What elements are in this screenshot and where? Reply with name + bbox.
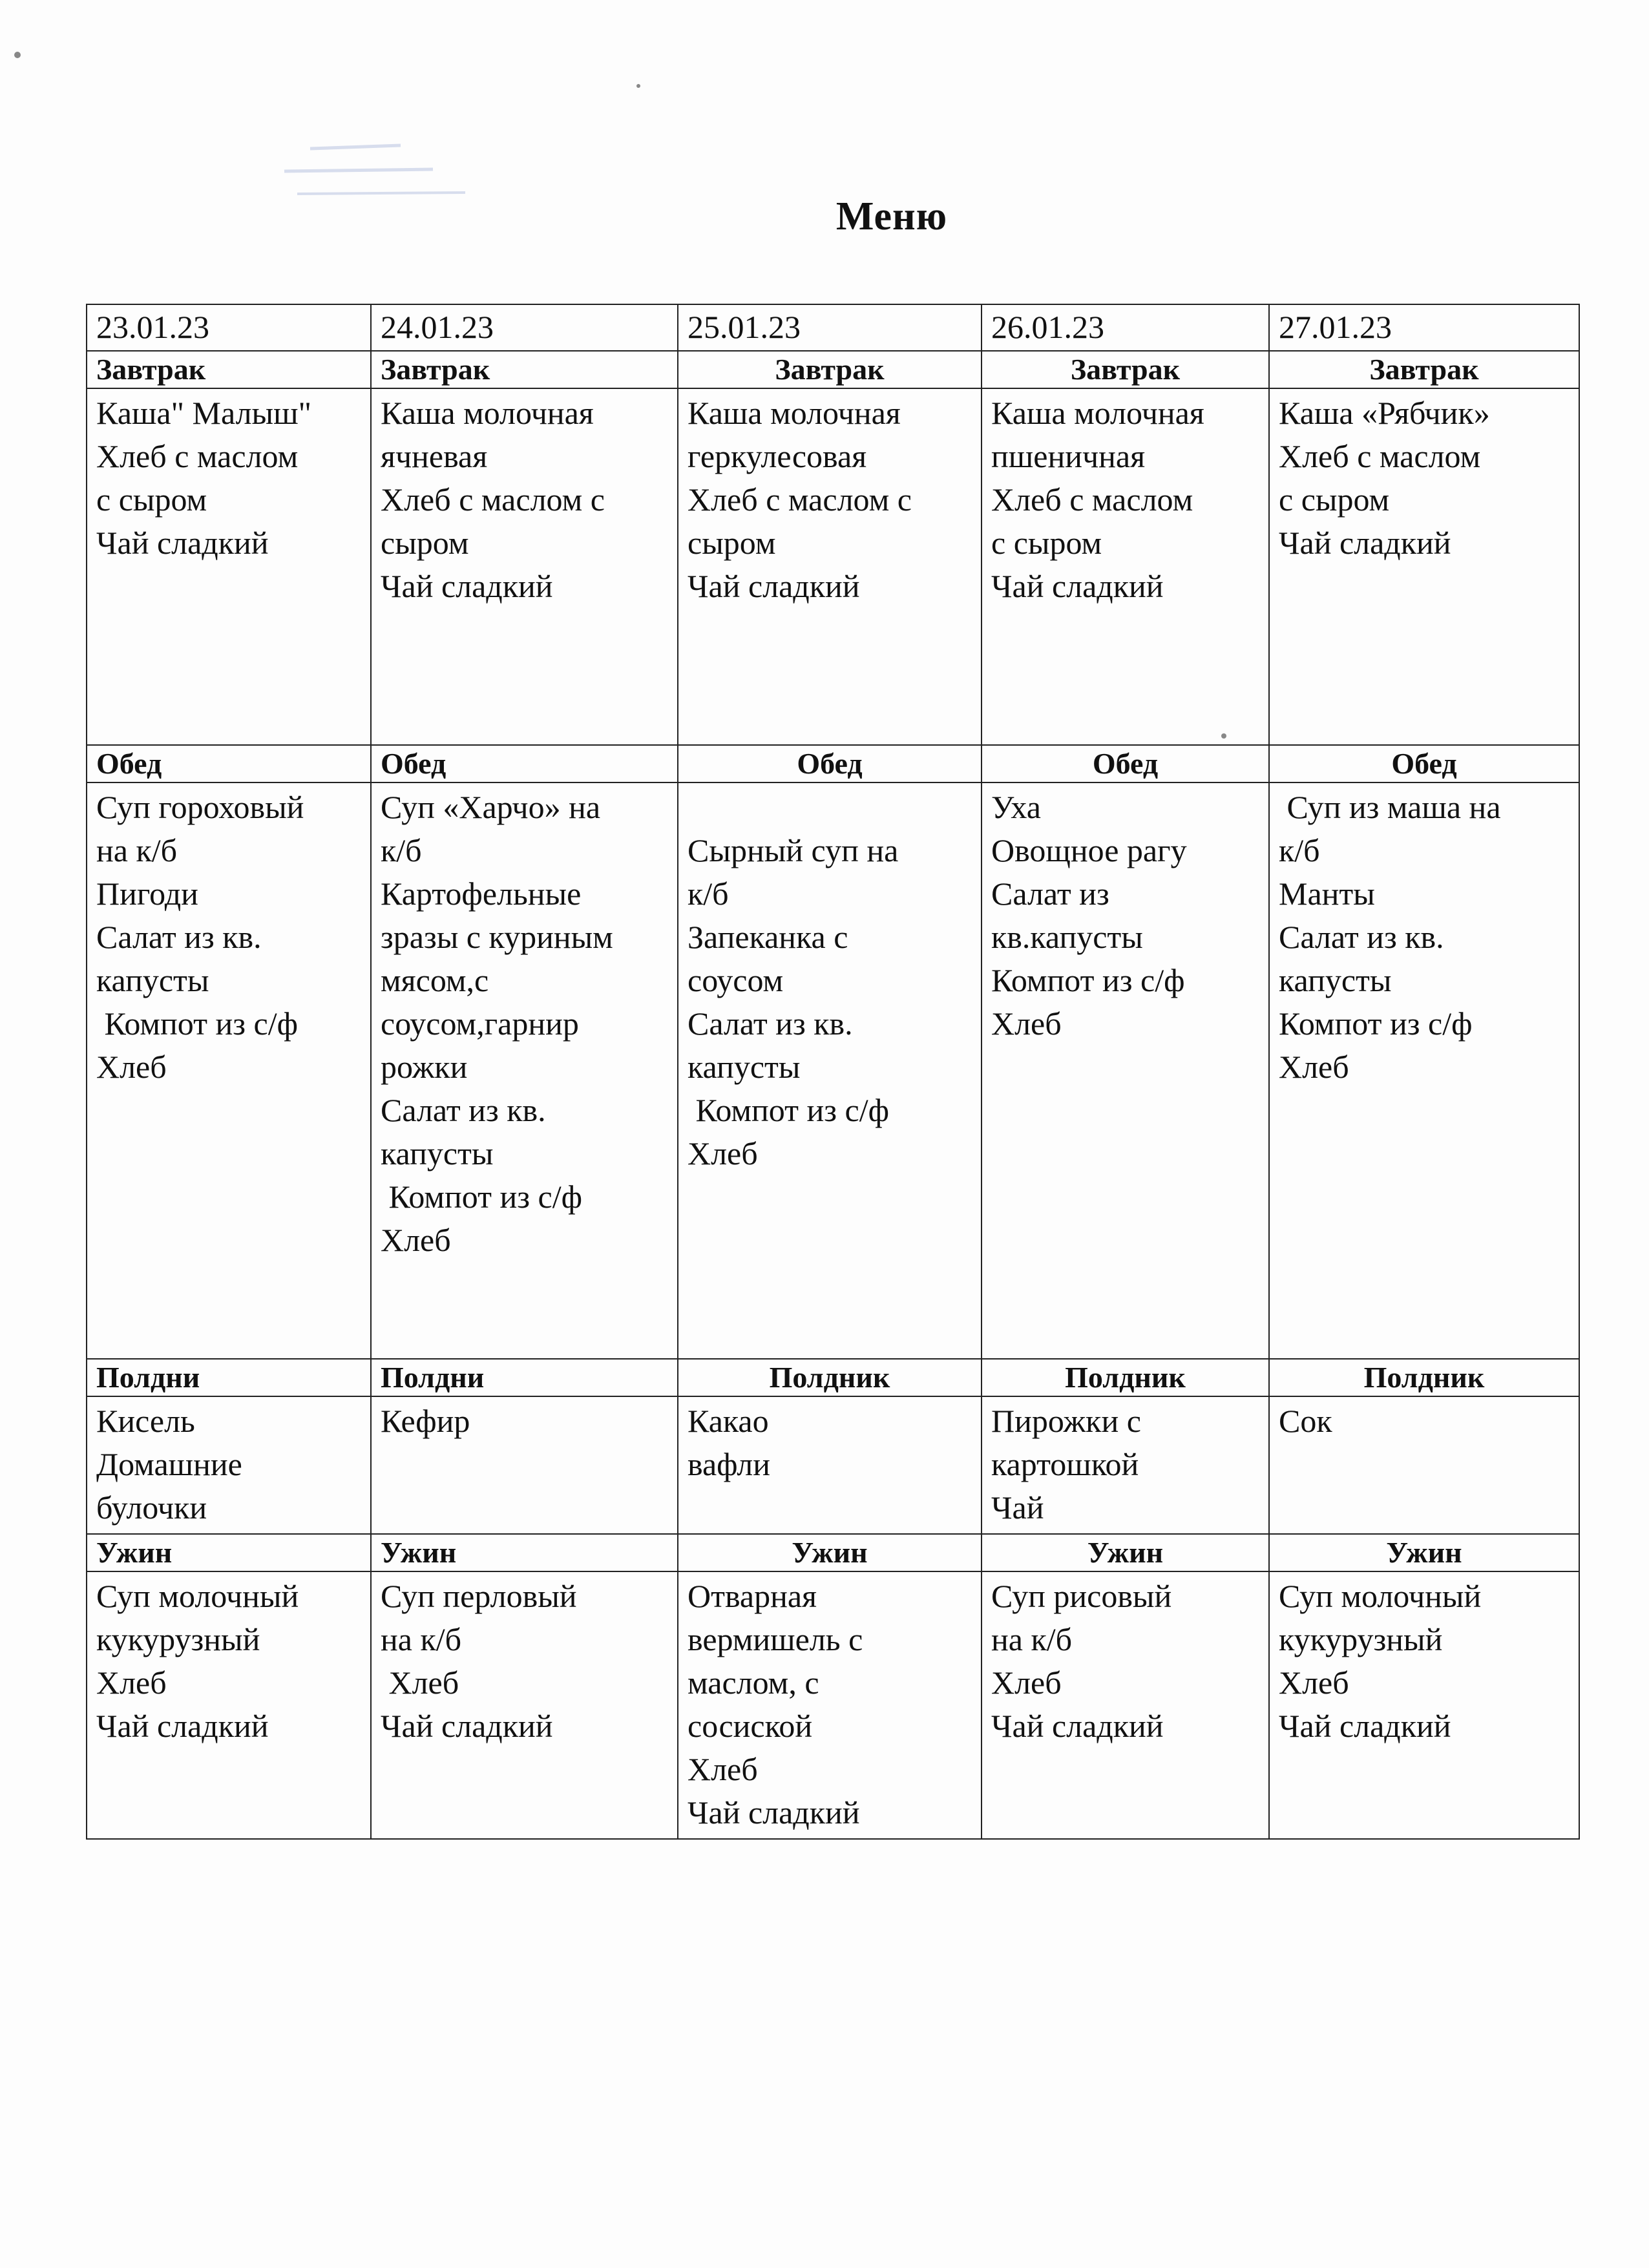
menu-item: Чай сладкий — [688, 1794, 860, 1831]
scan-speck — [636, 84, 640, 88]
date-cell: 27.01.23 — [1269, 304, 1579, 351]
date-cell: 25.01.23 — [678, 304, 982, 351]
meal-label: Завтрак — [1269, 351, 1579, 388]
menu-item: Овощное рагу — [991, 832, 1187, 868]
menu-item: Кисель — [96, 1403, 195, 1439]
menu-cell — [678, 1396, 982, 1534]
meal-label: Полдни — [371, 1359, 678, 1396]
menu-item: Салат из кв. — [1279, 919, 1444, 955]
menu-item: капусты — [381, 1135, 494, 1171]
meal-label: Ужин — [87, 1534, 371, 1571]
scan-speck — [14, 52, 21, 58]
menu-item: Хлеб с маслом — [1279, 438, 1481, 474]
menu-item: Картофельные — [381, 876, 582, 912]
meal-label: Обед — [87, 745, 371, 782]
menu-item: ячневая — [381, 438, 488, 474]
menu-item: Чай — [991, 1489, 1044, 1526]
menu-item: капусты — [96, 962, 209, 998]
menu-item: Чай сладкий — [96, 1708, 269, 1744]
menu-cell — [982, 388, 1269, 745]
menu-item: кв.капусты — [991, 919, 1143, 955]
menu-item: к/б — [381, 832, 422, 868]
menu-item: Суп рисовый — [991, 1578, 1172, 1614]
menu-item: капусты — [1279, 962, 1392, 998]
menu-item: Компот из с/ф — [96, 1005, 298, 1042]
menu-item: на к/б — [991, 1621, 1073, 1657]
menu-item: Хлеб — [991, 1005, 1062, 1042]
date-row — [87, 304, 1579, 351]
menu-item: Чай сладкий — [991, 1708, 1164, 1744]
menu-table — [86, 304, 1580, 1840]
meal-label: Обед — [982, 745, 1269, 782]
meal-label: Обед — [371, 745, 678, 782]
meal-label: Обед — [678, 745, 982, 782]
meal-label: Завтрак — [678, 351, 982, 388]
menu-item: Запеканка с — [688, 919, 848, 955]
menu-item: Чай сладкий — [381, 568, 553, 604]
menu-item: Хлеб с маслом — [991, 481, 1193, 518]
menu-item: Каша «Рябчик» — [1279, 395, 1490, 431]
menu-cell — [1269, 1571, 1579, 1839]
meal-label: Полдник — [678, 1359, 982, 1396]
menu-cell — [87, 782, 371, 1359]
menu-item: Хлеб — [96, 1049, 167, 1085]
dinner-items-row — [87, 1571, 1579, 1839]
menu-item: с сыром — [991, 525, 1102, 561]
date-cell: 26.01.23 — [982, 304, 1269, 351]
meal-label: Завтрак — [982, 351, 1269, 388]
meal-label: Ужин — [982, 1534, 1269, 1571]
menu-item: с сыром — [96, 481, 207, 518]
menu-item: Домашние — [96, 1446, 242, 1482]
menu-item: Суп молочный — [1279, 1578, 1482, 1614]
menu-item: Хлеб — [688, 1751, 758, 1787]
menu-item: Салат из кв. — [381, 1092, 546, 1128]
menu-item: Чай сладкий — [381, 1708, 553, 1744]
menu-item: Суп «Харчо» на — [381, 789, 601, 825]
menu-item: Компот из с/ф — [1279, 1005, 1473, 1042]
menu-item: Какао — [688, 1403, 769, 1439]
snack-items-row — [87, 1396, 1579, 1534]
menu-cell — [87, 388, 371, 745]
breakfast-label-row — [87, 351, 1579, 388]
menu-item: Суп гороховый — [96, 789, 304, 825]
menu-cell — [678, 782, 982, 1359]
meal-label: Ужин — [678, 1534, 982, 1571]
menu-item: Хлеб — [991, 1664, 1062, 1701]
menu-item: Хлеб — [96, 1664, 167, 1701]
menu-item: кукурузный — [1279, 1621, 1443, 1657]
meal-label: Завтрак — [87, 351, 371, 388]
menu-item: Хлеб — [381, 1664, 459, 1701]
meal-label: Полдник — [982, 1359, 1269, 1396]
menu-item: Суп молочный — [96, 1578, 299, 1614]
menu-item: Манты — [1279, 876, 1375, 912]
menu-item: Чай сладкий — [1279, 1708, 1451, 1744]
dinner-label-row — [87, 1534, 1579, 1571]
menu-cell — [1269, 1396, 1579, 1534]
meal-label: Завтрак — [371, 351, 678, 388]
menu-item: Сок — [1279, 1403, 1332, 1439]
menu-item: Салат из — [991, 876, 1109, 912]
lunch-items-row — [87, 782, 1579, 1359]
menu-cell — [87, 1571, 371, 1839]
menu-item: сыром — [688, 525, 776, 561]
menu-item: геркулесовая — [688, 438, 867, 474]
menu-item: вафли — [688, 1446, 771, 1482]
menu-item: Суп перловый — [381, 1578, 577, 1614]
menu-cell — [982, 782, 1269, 1359]
menu-item: рожки — [381, 1049, 468, 1085]
meal-label: Полдни — [87, 1359, 371, 1396]
menu-item: зразы с куриным — [381, 919, 613, 955]
menu-item: Компот из с/ф — [381, 1179, 582, 1215]
menu-item: Уха — [991, 789, 1041, 825]
menu-cell — [371, 782, 678, 1359]
menu-item: капусты — [688, 1049, 801, 1085]
menu-item: Суп из маша на — [1279, 789, 1501, 825]
menu-item: Салат из кв. — [688, 1005, 853, 1042]
menu-item: мясом,с — [381, 962, 489, 998]
menu-item: Каша молочная — [381, 395, 594, 431]
menu-item: Хлеб — [688, 1135, 758, 1171]
snack-label-row — [87, 1359, 1579, 1396]
menu-item: Хлеб — [1279, 1049, 1349, 1085]
menu-item: булочки — [96, 1489, 207, 1526]
menu-item: Пигоди — [96, 876, 198, 912]
menu-item: Хлеб — [1279, 1664, 1349, 1701]
menu-item: к/б — [1279, 832, 1320, 868]
menu-item: Чай сладкий — [96, 525, 269, 561]
menu-cell — [371, 1396, 678, 1534]
lunch-label-row — [87, 745, 1579, 782]
menu-item: Сырный суп на — [688, 832, 899, 868]
menu-cell — [1269, 782, 1579, 1359]
menu-item: с сыром — [1279, 481, 1390, 518]
menu-item: Каша" Малыш" — [96, 395, 312, 431]
meal-label: Ужин — [1269, 1534, 1579, 1571]
meal-label: Ужин — [371, 1534, 678, 1571]
menu-item: вермишель с — [688, 1621, 863, 1657]
menu-item: Компот из с/ф — [991, 962, 1185, 998]
breakfast-items-row — [87, 388, 1579, 745]
menu-cell — [87, 1396, 371, 1534]
menu-item: Салат из кв. — [96, 919, 262, 955]
menu-item: Чай сладкий — [1279, 525, 1451, 561]
menu-item: сыром — [381, 525, 469, 561]
menu-item: Каша молочная — [688, 395, 901, 431]
menu-item: Чай сладкий — [991, 568, 1164, 604]
menu-cell — [982, 1571, 1269, 1839]
menu-item: Каша молочная — [991, 395, 1204, 431]
menu-item: на к/б — [96, 832, 178, 868]
date-cell: 24.01.23 — [371, 304, 678, 351]
menu-item: Чай сладкий — [688, 568, 860, 604]
menu-item: пшеничная — [991, 438, 1146, 474]
menu-cell — [678, 1571, 982, 1839]
meal-label: Полдник — [1269, 1359, 1579, 1396]
menu-item: Отварная — [688, 1578, 817, 1614]
menu-item: Хлеб — [381, 1222, 451, 1258]
menu-item: Хлеб с маслом с — [688, 481, 912, 518]
menu-cell — [982, 1396, 1269, 1534]
menu-item: Компот из с/ф — [688, 1092, 889, 1128]
menu-item: сосиской — [688, 1708, 813, 1744]
page-title: Меню — [835, 194, 948, 238]
menu-cell — [371, 388, 678, 745]
menu-item: кукурузный — [96, 1621, 260, 1657]
menu-item: к/б — [688, 876, 729, 912]
menu-item: на к/б — [381, 1621, 462, 1657]
menu-item: соусом — [688, 962, 784, 998]
menu-item: Кефир — [381, 1403, 470, 1439]
menu-item: картошкой — [991, 1446, 1139, 1482]
menu-cell — [1269, 388, 1579, 745]
menu-item: соусом,гарнир — [381, 1005, 579, 1042]
meal-label: Обед — [1269, 745, 1579, 782]
menu-cell — [371, 1571, 678, 1839]
menu-item: Пирожки с — [991, 1403, 1141, 1439]
date-cell: 23.01.23 — [87, 304, 371, 351]
menu-item: Хлеб с маслом с — [381, 481, 605, 518]
menu-item: Хлеб с маслом — [96, 438, 299, 474]
menu-item: маслом, с — [688, 1664, 819, 1701]
menu-cell — [678, 388, 982, 745]
